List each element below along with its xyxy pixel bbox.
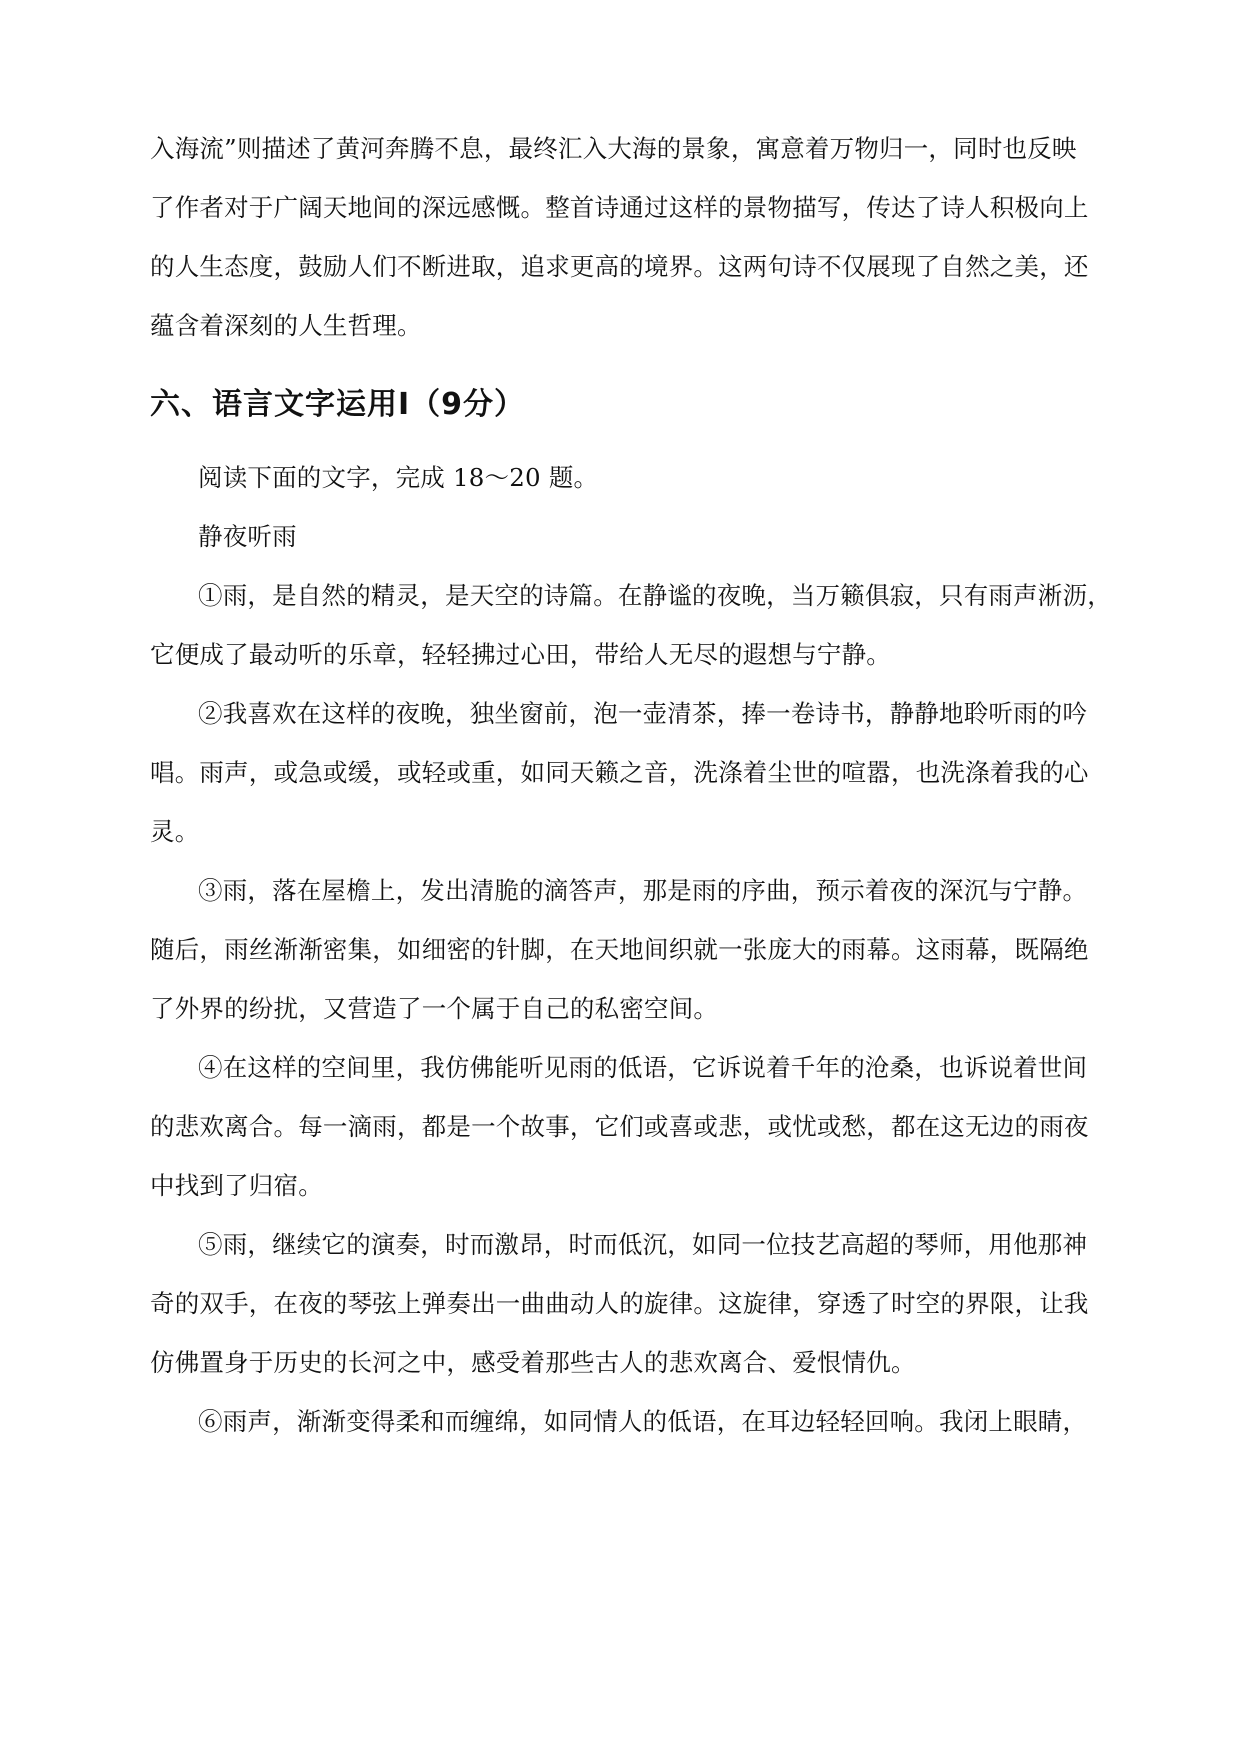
instruction-text: 阅读下面的文字，完成 18～20 题。: [198, 463, 599, 492]
text-line: 中找到了归宿。: [150, 1171, 323, 1200]
text-line: 它便成了最动听的乐章，轻轻拂过心田，带给人无尽的遐想与宁静。: [150, 640, 891, 669]
text-line: 随后，雨丝渐渐密集，如细密的针脚，在天地间织就一张庞大的雨幕。这雨幕，既隔绝: [150, 935, 1089, 964]
document-page: [150, 0, 1110, 1754]
text-line: 了作者对于广阔天地间的深远感慨。整首诗通过这样的景物描写，传达了诗人积极向上: [150, 193, 1089, 222]
text-line: 灵。: [150, 817, 200, 846]
text-line: ⑥雨声，渐渐变得柔和而缠绵，如同情人的低语，在耳边轻轻回响。我闭上眼睛，: [198, 1407, 1088, 1436]
text-line: 唱。雨声，或急或缓，或轻或重，如同天籁之音，洗涤着尘世的喧嚣，也洗涤着我的心: [150, 758, 1089, 787]
text-line: ①雨，是自然的精灵，是天空的诗篇。在静谧的夜晚，当万籁俱寂，只有雨声淅沥，: [198, 581, 1112, 610]
text-line: ②我喜欢在这样的夜晚，独坐窗前，泡一壶清茶，捧一卷诗书，静静地聆听雨的吟: [198, 699, 1088, 728]
text-line: 蕴含着深刻的人生哲理。: [150, 311, 422, 340]
passage-title: 静夜听雨: [198, 522, 297, 551]
text-line: 的人生态度，鼓励人们不断进取，追求更高的境界。这两句诗不仅展现了自然之美，还: [150, 252, 1089, 281]
text-line: 的悲欢离合。每一滴雨，都是一个故事，它们或喜或悲，或忧或愁，都在这无边的雨夜: [150, 1112, 1089, 1141]
text-line: 仿佛置身于历史的长河之中，感受着那些古人的悲欢离合、爱恨情仇。: [150, 1348, 916, 1377]
section-heading: 六、语言文字运用Ⅰ（9分）: [150, 387, 526, 422]
text-line: 了外界的纷扰，又营造了一个属于自己的私密空间。: [150, 994, 719, 1023]
text-line: 入海流”则描述了黄河奔腾不息，最终汇入大海的景象，寓意着万物归一，同时也反映: [150, 134, 1077, 163]
text-line: ③雨，落在屋檐上，发出清脆的滴答声，那是雨的序曲，预示着夜的深沉与宁静。: [198, 876, 1088, 905]
text-line: 奇的双手，在夜的琴弦上弹奏出一曲曲动人的旋律。这旋律，穿透了时空的界限，让我: [150, 1289, 1089, 1318]
text-line: ⑤雨，继续它的演奏，时而激昂，时而低沉，如同一位技艺高超的琴师，用他那神: [198, 1230, 1088, 1259]
text-line: ④在这样的空间里，我仿佛能听见雨的低语，它诉说着千年的沧桑，也诉说着世间: [198, 1053, 1088, 1082]
